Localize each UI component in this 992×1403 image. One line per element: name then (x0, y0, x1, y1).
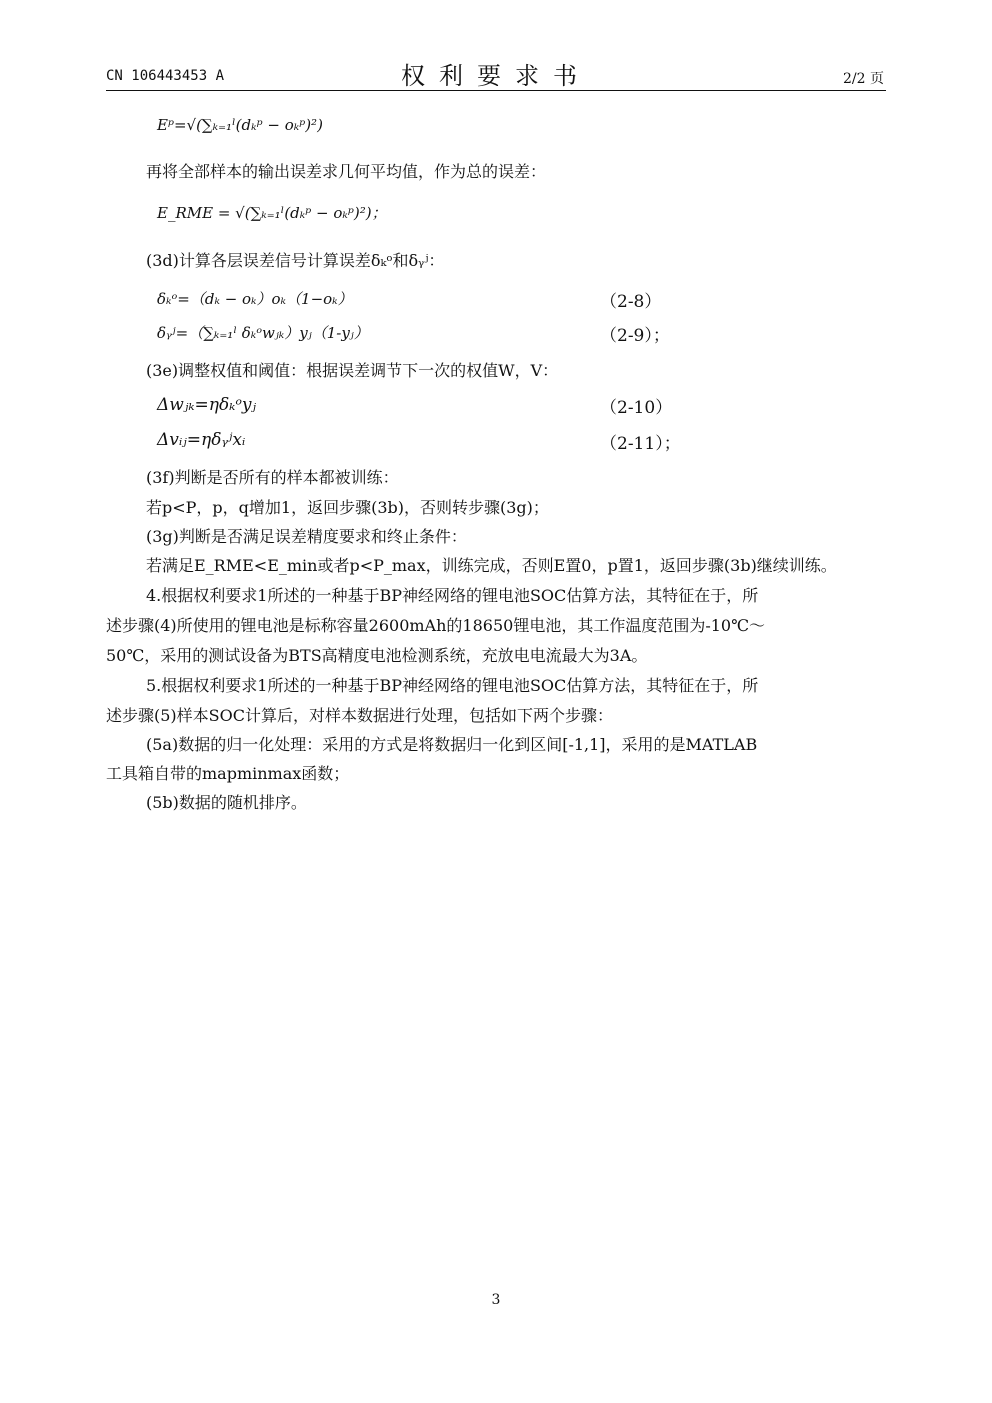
formula-delta-v: Δvᵢⱼ=ηδᵧʲxᵢ (157, 430, 246, 450)
equation-number-2-8: （2-8） (600, 292, 662, 312)
equation-number-2-10: （2-10） (600, 398, 673, 418)
text-line-3e: (3e)调整权值和阈值：根据误差调节下一次的权值W，V： (146, 361, 559, 380)
page-info: 2/2 页 (843, 71, 884, 87)
text-line-3g-condition: 若满足E_RME<E_min或者p<P_max，训练完成，否则E置0，p置1，返回步骤(3b)继续训练。 (146, 556, 837, 575)
document-title: 权利要求书 (401, 62, 591, 90)
claim-4-line-1: 4.根据权利要求1所述的一种基于BP神经网络的锂电池SOC估算方法，其特征在于，所 (146, 586, 759, 605)
formula-delta-y: δᵧʲ=（∑ₖ₌₁ˡ δₖᵒwⱼₖ）yⱼ（1-yⱼ） (157, 324, 369, 342)
claim-5-step-5b: (5b)数据的随机排序。 (146, 793, 307, 812)
equation-number-2-11: （2-11）； (600, 434, 681, 454)
formula-erme: E_RME = √(∑ₖ₌₁ˡ(dₖᵖ − oₖᵖ)²)； (157, 204, 387, 222)
claim-5-step-5a: (5a)数据的归一化处理：采用的方式是将数据归一化到区间[-1,1]，采用的是MATLAB (146, 735, 758, 754)
formula-ep: Eᵖ=√(∑ₖ₌₁ˡ(dₖᵖ − oₖᵖ)²) (157, 116, 323, 134)
claim-5-step-5a-continued: 工具箱自带的mapminmax函数； (106, 764, 350, 783)
formula-delta-o: δₖᵒ=（dₖ − oₖ）oₖ（1−oₖ） (157, 290, 353, 308)
claim-4-line-2: 述步骤(4)所使用的锂电池是标称容量2600mAh的18650锂电池，其工作温度范围为-10℃～ (106, 616, 765, 635)
header-divider (106, 90, 886, 91)
equation-number-2-9: （2-9）； (600, 326, 670, 346)
formula-delta-w: Δwⱼₖ=ηδₖᵒyⱼ (157, 395, 257, 415)
text-line-total-error: 再将全部样本的输出误差求几何平均值，作为总的误差： (146, 162, 547, 181)
text-line-3f: (3f)判断是否所有的样本都被训练： (146, 468, 399, 487)
text-line-3d: (3d)计算各层误差信号计算误差δₖᵒ和δᵧʲ： (146, 251, 445, 270)
claim-4-line-3: 50℃，采用的测试设备为BTS高精度电池检测系统，充放电电流最大为3A。 (106, 646, 648, 665)
publication-number: CN 106443453 A (106, 68, 225, 84)
claim-5-line-1: 5.根据权利要求1所述的一种基于BP神经网络的锂电池SOC估算方法，其特征在于，所 (146, 676, 759, 695)
text-line-3f-condition: 若p<P，p，q增加1，返回步骤(3b)，否则转步骤(3g)； (146, 498, 549, 517)
text-line-3g: (3g)判断是否满足误差精度要求和终止条件： (146, 527, 467, 546)
page-number: 3 (491, 1292, 501, 1308)
claim-5-line-2: 述步骤(5)样本SOC计算后，对样本数据进行处理，包括如下两个步骤： (106, 706, 613, 725)
